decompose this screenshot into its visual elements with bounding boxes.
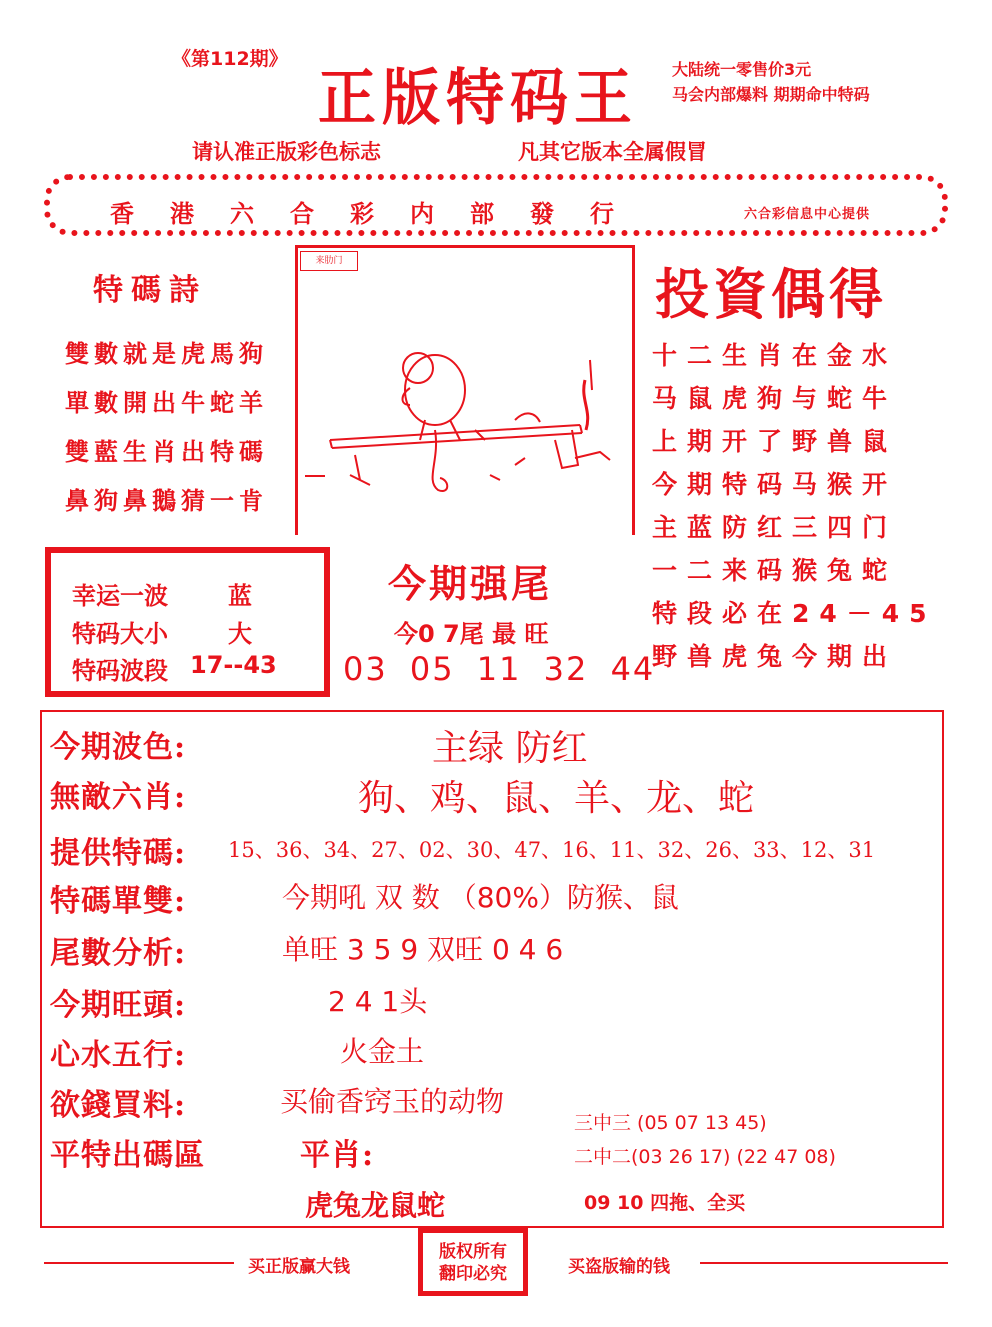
head-label: 今期旺頭:: [50, 988, 187, 1023]
page-title: 正版特码王: [318, 61, 639, 133]
lucky-size-value: 大: [228, 620, 252, 648]
odd-even-label: 特碼單雙:: [50, 884, 187, 919]
invest-line: 主蓝防红三四门: [652, 513, 898, 542]
invest-line: 野兽虎兔今期出: [652, 642, 898, 671]
poem-title: 特碼詩: [93, 273, 207, 308]
copyright-line: 版权所有: [439, 1242, 507, 1262]
picture-stamp: 来肋门: [300, 251, 358, 271]
buy-value: 买偷香窍玉的动物: [280, 1085, 505, 1118]
five-element-value: 火金土: [340, 1035, 425, 1068]
invest-line: 特段必在24－45: [652, 599, 937, 628]
footer-right-slogan: 买盗版输的钱: [568, 1257, 670, 1277]
lucky-wave-label: 幸运一波: [72, 582, 168, 610]
invest-title: 投資偶得: [655, 263, 887, 326]
head-value: 2 4 1头: [328, 985, 428, 1018]
poem-line: 雙數就是虎馬狗: [65, 339, 268, 368]
issue-number: 《第112期》: [172, 48, 288, 70]
four-drag-line: 09 10 四拖、全买: [584, 1192, 746, 1214]
authenticity-notice: 请认准正版彩色标志: [192, 140, 381, 164]
footer-divider: [700, 1262, 948, 1264]
wave-color-value: 主绿 防红: [432, 728, 588, 769]
three-hit-line: 三中三 (05 07 13 45): [574, 1112, 767, 1134]
banner-text: 香港六合彩内部發行: [110, 199, 650, 228]
strong-tail-subtitle: 今0 7尾 最 旺: [394, 620, 549, 648]
counterfeit-notice: 凡其它版本全属假冒: [518, 140, 707, 164]
two-hit-line: 二中二(03 26 17) (22 47 08): [574, 1146, 836, 1168]
footer-divider: [44, 1262, 234, 1264]
invest-line: 上期开了野兽鼠: [652, 427, 898, 456]
five-element-label: 心水五行:: [50, 1038, 187, 1073]
price-line: 大陆统一零售价3元: [672, 60, 812, 79]
banner-note: 六合彩信息中心提供: [744, 207, 871, 222]
buy-label: 欲錢買料:: [50, 1088, 187, 1123]
invest-line: 今期特码马猴开: [652, 470, 898, 499]
lucky-wave-value: 蓝: [228, 582, 252, 610]
copyright-line: 翻印必究: [439, 1264, 507, 1284]
odd-even-value: 今期吼 双 数 （80%）防猴、鼠: [282, 881, 679, 914]
wave-color-label: 今期波色:: [50, 730, 187, 765]
strong-tail-title: 今期强尾: [388, 562, 553, 606]
tail-analysis-value: 单旺 3 5 9 双旺 0 4 6: [282, 933, 564, 966]
poem-line: 單數開出牛蛇羊: [65, 388, 268, 417]
poem-line: 雙藍生肖出特碼: [65, 437, 268, 466]
special-code-value: 15、36、34、27、02、30、47、16、11、32、26、33、12、31: [228, 838, 876, 862]
six-zodiac-value: 狗、鸡、鼠、羊、龙、蛇: [358, 778, 755, 819]
invest-line: 马鼠虎狗与蛇牛: [652, 384, 898, 413]
lucky-range-label: 特码波段: [72, 657, 168, 685]
strong-tail-numbers: 03 05 11 32 44: [343, 650, 656, 688]
invest-line: 一二来码猴兔蛇: [652, 556, 898, 585]
special-code-label: 提供特碼:: [50, 836, 187, 871]
tail-analysis-label: 尾數分析:: [50, 936, 187, 971]
invest-line: 十二生肖在金水: [652, 341, 898, 370]
poem-line: 鼻狗鼻鵝猜一肯: [65, 486, 268, 515]
monkey-illustration: [300, 280, 630, 530]
lucky-size-label: 特码大小: [72, 620, 168, 648]
flat-zodiac-value: 虎兔龙鼠蛇: [305, 1189, 446, 1222]
lucky-range-value: 17--43: [190, 651, 277, 679]
footer-left-slogan: 买正版赢大钱: [248, 1257, 350, 1277]
copyright-box: [418, 1228, 528, 1296]
six-zodiac-label: 無敵六肖:: [50, 780, 187, 815]
flat-code-label: 平特出碼區: [50, 1138, 205, 1173]
slogan-line: 马会内部爆料 期期命中特码: [672, 85, 870, 104]
flat-zodiac-label: 平肖:: [300, 1138, 375, 1173]
